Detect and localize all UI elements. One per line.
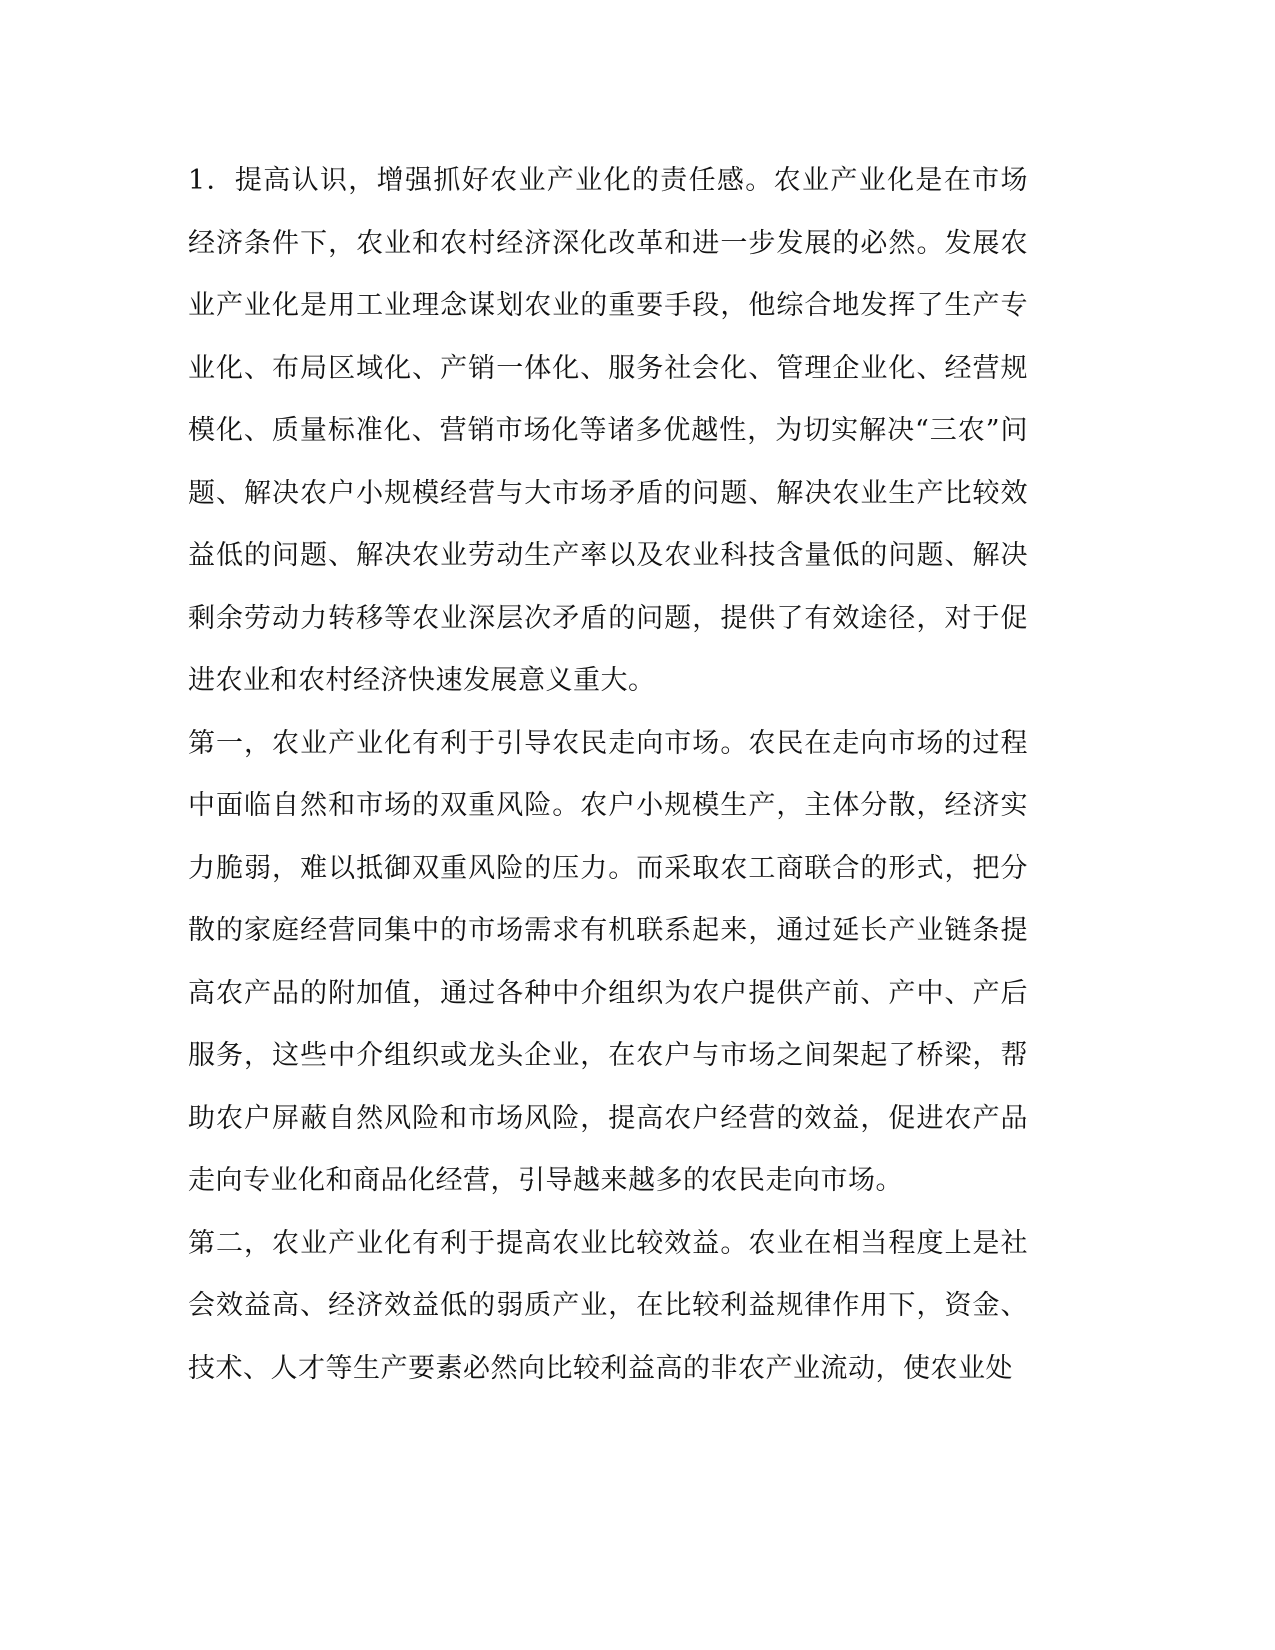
- paragraph-first-point: 第一，农业产业化有利于引导农民走向市场。农民在走向市场的过程中面临自然和市场的双重风险。农户小规模生产，主体分散，经济实力脆弱，难以抵御双重风险的压力。而采取农工商联合的形式，把分散的家庭经营同集中的市场需求有机联系起来，通过延长产业链条提高农产品的附加值，通过各种中介组织为农户提供产前、产中、产后服务，这些中介组织或龙头企业，在农户与市场之间架起了桥梁，帮助农户屏蔽自然风险和市场风险，提高农户经营的效益，促进农产品走向专业化和商品化经营，引导越来越多的农民走向市场。: [188, 727, 1028, 1196]
- paragraph-awareness: 1．提高认识，增强抓好农业产业化的责任感。农业产业化是在市场经济条件下，农业和农村经济深化改革和进一步发展的必然。发展农业产业化是用工业理念谋划农业的重要手段，他综合地发挥了生产专业化、布局区域化、产销一体化、服务社会化、管理企业化、经营规模化、质量标准化、营销市场化等诸多优越性，为切实解决“三农”问题、解决农户小规模经营与大市场矛盾的问题、解决农业生产比较效益低的问题、解决农业劳动生产率以及农业科技含量低的问题、解决剩余劳动力转移等农业深层次矛盾的问题，提供了有效途径，对于促进农业和农村经济快速发展意义重大。: [188, 165, 1028, 696]
- paragraph-second-point: 第二，农业产业化有利于提高农业比较效益。农业在相当程度上是社会效益高、经济效益低的弱质产业，在比较利益规律作用下，资金、技术、人才等生产要素必然向比较利益高的非农产业流动，使农业处: [188, 1227, 1028, 1384]
- document-body: [188, 150, 1028, 1400]
